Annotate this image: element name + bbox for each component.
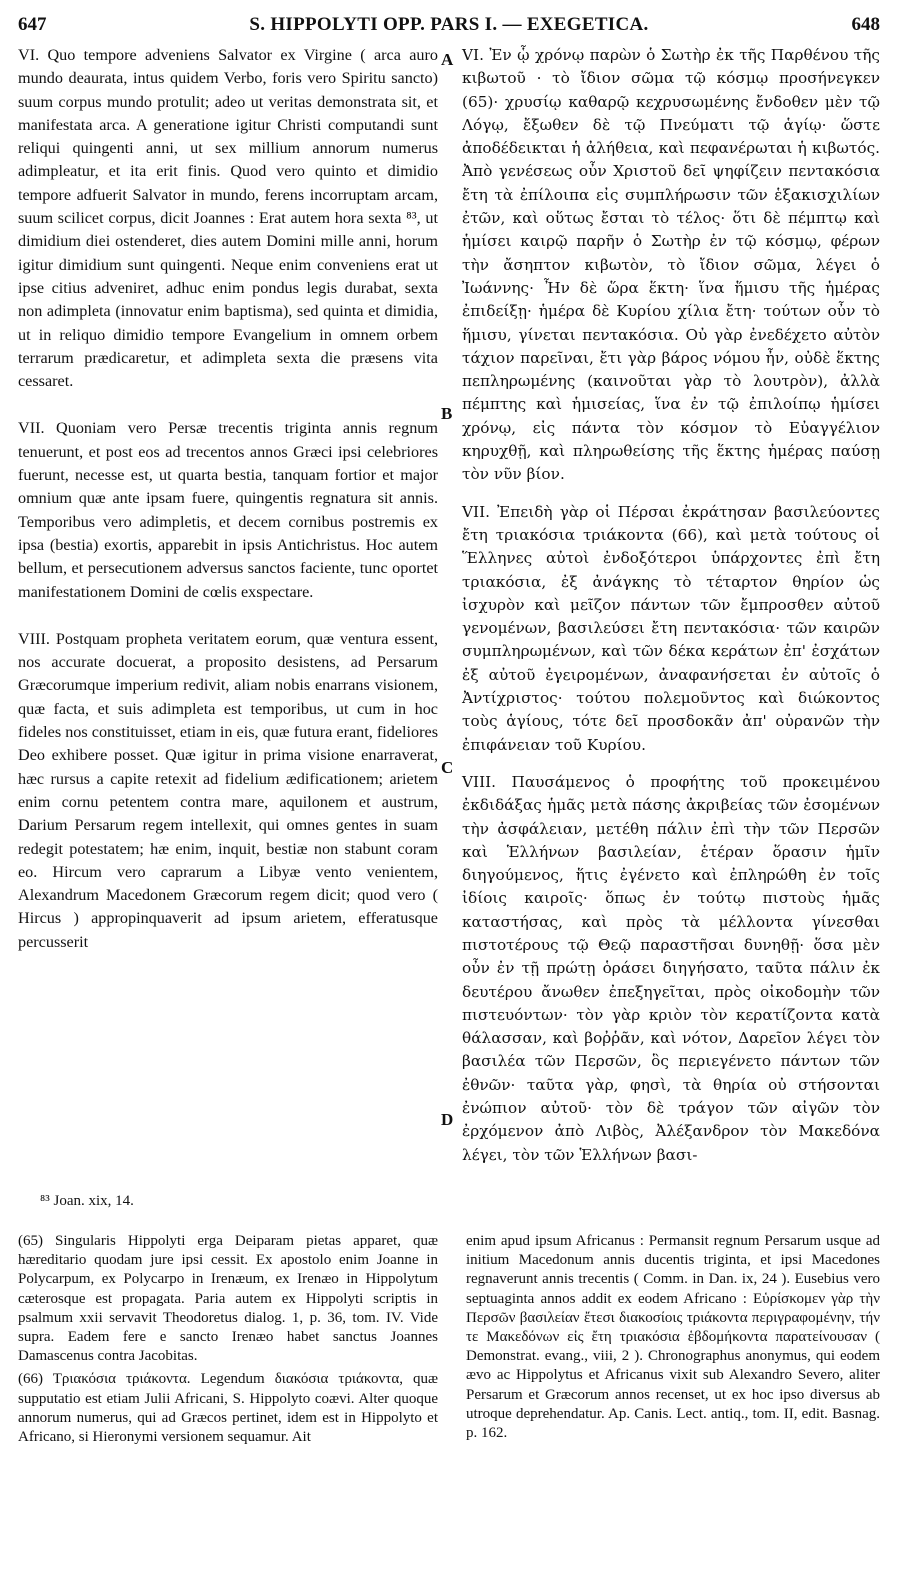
note-66: (66) Τριακόσια τριάκοντα. Legendum διακόσια τριάκοντα, quæ supputatio est etiam Julii Africani, S. Hippolyto coævi. Alter quoque annorum numerus, qui ad Græcos pertinet, idem est in Hippolyto et Africano, si Hieronymi versionem sequamur. Ait	[18, 1371, 438, 1446]
margin-letter-b: B	[441, 404, 453, 423]
latin-section-viii: VIII. Postquam propheta veritatem eorum, quæ ventura essent, nos accurate docuerat, a proposito desistens, ad Persarum Græcorumque imperium redivit, aliam nobis enarrans visionem, quæ facta, et suis adimpleta est temporibus, ut cum in hoc fideles nos constituisset, etiam in eis, quæ futura erant, fideliores Deo exhibere posset. Quæ igitur in prima visione enarraverat, hæc rursus a capite retexit ad fidelium ædificationem; arietem enim cornu petentem contra mare, aquilonem et austrum, Darium Persarum regem intellexit, qui omnes gentes in suam redegit potestatem; hæ enim, inquit, bestiæ non stabunt coram eo. Hircum vero caprarum a Libyæ vento venientem, Alexandrum Macedonem Græcorum regem dicit; quod vero ( Hircus ) appropinquaverit ad ipsum arietem, efferatusque percusserit	[18, 629, 438, 951]
page-number-right: 648	[851, 14, 880, 35]
latin-section-vi: VI. Quo tempore adveniens Salvator ex Virgine ( arca auro mundo deaurata, intus quidem Verbo, foris vero Spiritu sancto) suum corpus mundo protulit; adeo ut veritas demonstrata sit, et manifestata arca. A generatione igitur Christi computandi sunt reliqui quingenti anni, ut sex millium annorum numerus adimpleatur, et ita erit finis. Quod vero quinto et dimidio tempore adfuerit Salvator in mundo, ferens incorruptam arcam, suum scilicet corpus, dicit Joannes : Erat autem hora sexta ⁸³, ut dimidium diei ostenderet, dies autem Domini mille anni, horum igitur dimidium sunt quingenti. Neque enim conveniens erat ut ipse citius adveniret, adhuc enim pondus legis durabat, sexta non adimpleta (innovatur enim baptisma), sed quinta et dimidia, ut in reliquo dimidio tempore Evangelium in omnem orbem terrarum prædicaretur, et adimpleta sexta die præsens vita cessaret.	[18, 46, 438, 391]
page-number-left: 647	[18, 14, 47, 35]
latin-section-vii: VII. Quoniam vero Persæ trecentis triginta annis regnum tenuerunt, et post eos ad trecentos annos Græci ipsi celebriores fuerunt, necesse est, ut quarta bestia, tanquam fortior et major omnium quæ ante ipsam fuere, quingentis regnatura sit annis. Temporibus vero adimpletis, et decem cornibus postremis ex ipsa (bestia) exortis, apparebit in ipsis Antichristus. Hoc autem bellum, et persecutionem adversus sanctos faciente, tunc oportet manifestationem Domini de cœlis exspectare.	[18, 419, 438, 601]
note-65: (65) Singularis Hippolyti erga Deiparam pietas apparet, quæ hæreditario quodam jure ipsi cessit. Ex apostolo enim Joanne in Polycarpum, ex Polycarpo in Irenæum, ex Irenæo in Hippolytum cæterosque est propagata. Paria autem ex Hippolyti scriptis in psalmum xxii servavit Theodoretus dialog. 1, p. 36, tom. IV. Vide supra. Eadem fere e sancto Irenæo habet sanctus Joannes Damascenus contra Jacobitas.	[18, 1233, 438, 1365]
greek-section-viii: VIII. Παυσάμενος ὁ προφήτης τοῦ προκειμένου ἐκδιδάξας ἡμᾶς μετὰ πάσης ἀκριβείας τῶν ἐσομένων τὴν ἀσφάλειαν, μετέθη πάλιν ἐπὶ τὴν τῶν Περσῶν καὶ Ἑλλήνων βασιλείαν, ἑτέραν ὅρασιν ἡμῖν διηγούμενος, ἥτις ἐγένετο καὶ ἐπληρώθη ἐν τοῖς ἰδίοις καιροῖς· ὅπως ἐν τούτῳ πιστοὺς ἡμᾶς καταστήσας, καὶ πρὸς τὰ μέλλοντα γίνεσθαι πιστοτέρους τῷ Θεῷ παραστῆσαι δυνηθῇ· ὅσα μὲν οὖν ἐν τῇ πρώτῃ ὁράσει διηγήσατο, ταῦτα πάλιν ἐκ δευτέρου ἄνωθεν ἐπεξηγεῖται, πρὸς οἰκοδομὴν τῶν πιστευόντων· τὸν γὰρ κριὸν τὸν κερατίζοντα κατὰ θάλασσαν, καὶ βοῤῥᾶν, καὶ νότον, Δαρεῖον λέγει τὸν βασιλέα τῶν Περσῶν, ὃς περιεγένετο πάντων τῶν ἐθνῶν· ταῦτα γὰρ, φησὶ, τὰ θηρία οὐ στήσονται ἐνώπιον αὐτοῦ· τὸν δὲ τράγον τῶν αἰγῶν τὸν ἐρχόμενον ἀπὸ Λιβὸς, Ἀλέξανδρον τὸν Μακεδόνα λέγει, τὸν τῶν Ἑλλήνων βασι-	[462, 772, 880, 1164]
notes-right-column	[466, 1232, 880, 1447]
note-66-continued: enim apud ipsum Africanus : Permansit regnum Persarum usque ad initium Macedonum annis ducentis triginta, et ipsi Macedones regnaverunt annis trecentis ( Comm. in Dan. ix, 24 ). Eusebius vero septuaginta annos addit ex eodem Africano : Εὑρίσκομεν γὰρ τὴν Περσῶν βασιλείαν ἔτεσι διακοσίοις τριάκοντα περιγραφομένην, τήν τε Μακεδόνων εἰς ἔτη τριακόσια ἑβδομήκοντα παρατείνουσαν ( Demonstrat. evang., viii, 2 ). Chronographus anonymus, qui eodem ævo ac Hippolytus et Africanus vixit sub Alexandro Severo, aliter Persarum et Græcorum annos recenset, ut ex hoc ipso diversus ab utroque deprehendatur. Ap. Canis. Lect. antiq., tom. II, edit. Basnag. p. 162.	[466, 1233, 880, 1442]
greek-section-vii: VII. Ἐπειδὴ γὰρ οἱ Πέρσαι ἐκράτησαν βασιλεύοντες ἔτη τριακόσια τριάκοντα (66), καὶ μετὰ τούτους οἱ Ἕλληνες αὐτοὶ ἐνδοξότεροι ὑπάρχοντες ἐπὶ ἔτη τριακόσια, ἐξ ἀνάγκης τὸ τέταρτον θηρίον ὡς ἰσχυρὸν καὶ μεῖζον πάντων τῶν ἔμπροσθεν αὐτοῦ γενομένων, βασιλεύσει ἔτη πεντακόσια· τῶν καιρῶν συμπληρωμένων, καὶ τῶν δέκα κεράτων ἐπ' ἐσχάτων ἐξ αὐτοῦ ἐγειρομένων, ἀναφανήσεται ἐν αὐτοῖς ὁ Ἀντίχριστος· τούτου πολεμοῦντος καὶ διώκοντος τοὺς ἁγίους, τότε δεῖ προσδοκᾶν ἀπ' οὐρανῶν τὴν ἐπιφάνειαν τοῦ Κυρίου.	[462, 502, 880, 754]
notes-left-column	[18, 1232, 438, 1451]
latin-column	[18, 44, 438, 968]
running-title: S. HIPPOLYTI OPP. PARS I. — EXEGETICA.	[249, 14, 649, 35]
margin-letter-d: D	[441, 1110, 454, 1129]
scripture-footnote: ⁸³ Joan. xix, 14.	[40, 1193, 134, 1209]
greek-column	[462, 44, 880, 1181]
margin-letter-a: A	[441, 50, 454, 69]
page-header	[18, 8, 880, 38]
margin-letter-c: C	[441, 758, 454, 777]
greek-section-vi: VI. Ἐν ᾧ χρόνῳ παρὼν ὁ Σωτὴρ ἐκ τῆς Παρθένου τῆς κιβωτοῦ · τὸ ἴδιον σῶμα τῷ κόσμῳ προσήνεγκεν (65)· χρυσίῳ καθαρῷ κεχρυσωμένης ἔνδοθεν μὲν τῷ Λόγῳ, ἔξωθεν δὲ τῷ Πνεύματι τῷ ἁγίῳ· ὥστε ἀποδέδεικται ἡ ἀλήθεια, καὶ πεφανέρωται ἡ κιβωτός. Ἀπὸ γενέσεως οὖν Χριστοῦ δεῖ ψηφίζειν πεντακόσια ἔτη τὰ ἐπίλοιπα εἰς συμπλήρωσιν τῶν ἑξακισχιλίων ἐτῶν, καὶ οὕτως ἔσται τὸ τέλος· ὅτι δὲ πέμπτῳ καὶ ἡμίσει καιρῷ παρῆν ὁ Σωτὴρ ἐν τῷ κόσμῳ, φέρων τὴν ἄσηπτον κιβωτὸν, τὸ ἴδιον σῶμα, λέγει ὁ Ἰωάννης· Ἦν δὲ ὥρα ἕκτη· ἵνα ἥμισυ τῆς ἡμέρας ἐπιδείξῃ· ἡμέρα δὲ Κυρίου χίλια ἔτη· τούτων οὖν τὸ ἥμισυ, γίνεται πεντακόσια. Οὐ γὰρ ἐνεδέχετο αὐτὸν τάχιον παρεῖναι, ἔτι γὰρ βάρος νόμου ἦν, οὐδὲ ἕκτης πεπληρωμένης (καινοῦται γὰρ τὸ λουτρὸν), ἀλλὰ πέμπτης καὶ ἡμισείας, ἵνα ἐν τῷ ἐπιλοίπῳ ἡμίσει χρόνῳ, εἰς πάντα τὸν κόσμον τὸ Εὐαγγέλιον κηρυχθῇ, καὶ πληρωθείσης τῆς ἕκτης ἡμέρας παύσῃ τὸν νῦν βίον.	[462, 46, 880, 484]
